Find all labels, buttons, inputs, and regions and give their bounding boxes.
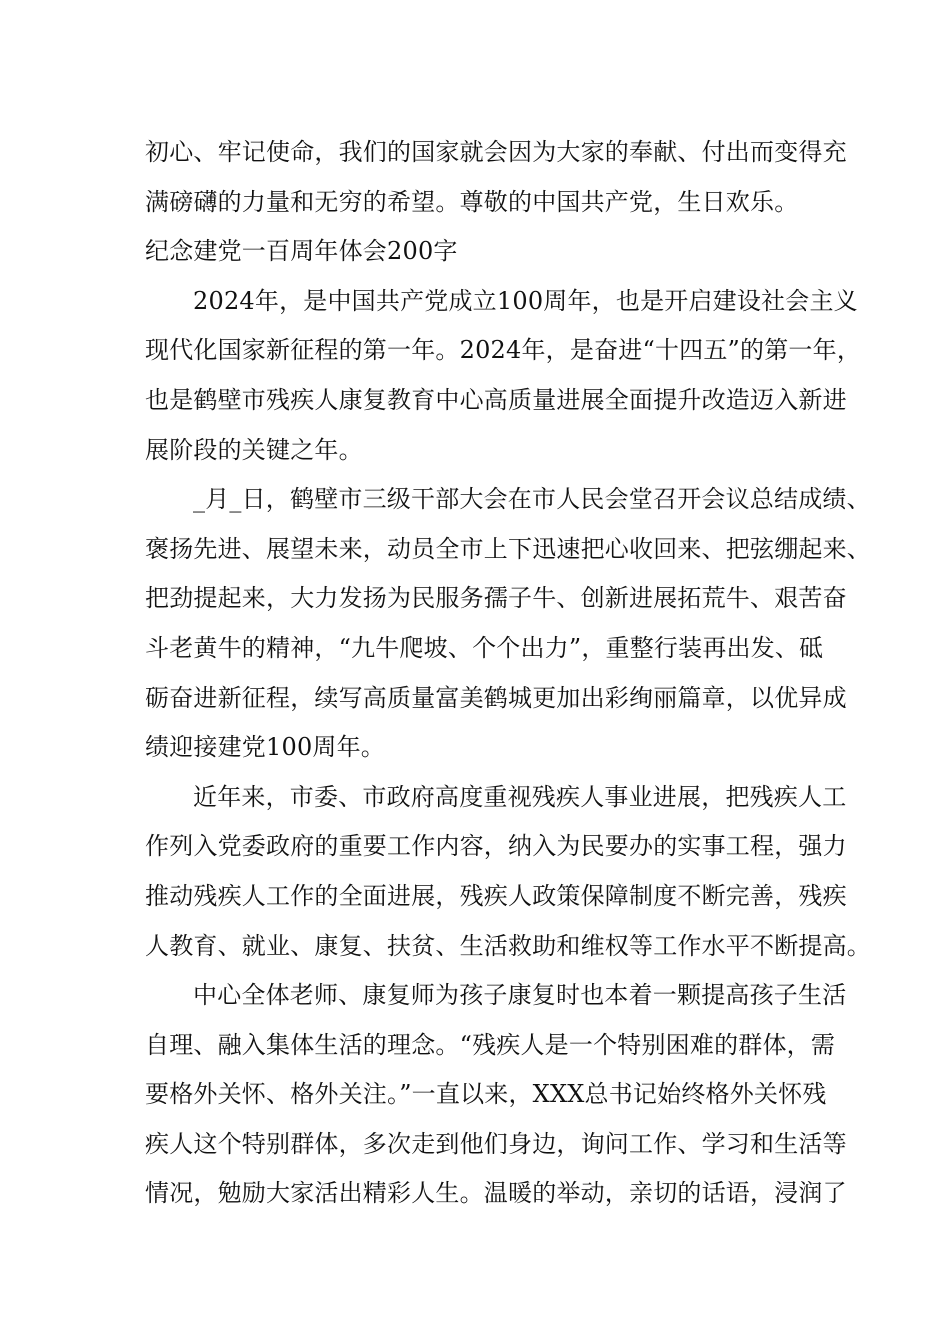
paragraph-first-line: 中心全体老师、康复师为孩子康复时也本着一颗提高孩子生活 <box>193 981 847 1010</box>
text-line: 也是鹤壁市残疾人康复教育中心高质量进展全面提升改造迈入新进 <box>145 385 847 414</box>
text-line: 砺奋进新征程，续写高质量富美鹤城更加出彩绚丽篇章，以优异成 <box>145 683 847 712</box>
document-body <box>145 128 871 1219</box>
text-line: 绩迎接建党100周年。 <box>145 733 386 762</box>
text-line: 斗老黄牛的精神，“九牛爬坡、个个出力”，重整行装再出发、砥 <box>145 633 824 662</box>
text-line: 情况，勉励大家活出精彩人生。温暖的举动，亲切的话语，浸润了 <box>145 1179 847 1208</box>
text-line: 自理、融入集体生活的理念。“残疾人是一个特别困难的群体，需 <box>145 1030 836 1059</box>
text-line: 作列入党委政府的重要工作内容，纳入为民要办的实事工程，强力 <box>145 832 847 861</box>
paragraph-first-line: _月_日，鹤壁市三级干部大会在市人民会堂召开会议总结成绩、 <box>193 485 871 514</box>
text-line: 满磅礴的力量和无穷的希望。尊敬的中国共产党，生日欢乐。 <box>145 187 799 216</box>
text-line: 要格外关怀、格外关注。”一直以来，XXX总书记始终格外关怀残 <box>145 1080 827 1109</box>
text-line: 初心、牢记使命，我们的国家就会因为大家的奉献、付出而变得充 <box>145 138 847 166</box>
text-line: 褒扬先进、展望未来，动员全市上下迅速把心收回来、把弦绷起来、 <box>145 534 871 563</box>
paragraph-first-line: 2024年，是中国共产党成立100周年，也是开启建设社会主义 <box>193 286 858 315</box>
text-line: 把劲提起来，大力发扬为民服务孺子牛、创新进展拓荒牛、艰苦奋 <box>145 584 847 613</box>
section-heading: 纪念建党一百周年体会200字 <box>145 237 458 266</box>
text-line: 人教育、就业、康复、扶贫、生活救助和维权等工作水平不断提高。 <box>145 931 871 960</box>
text-line: 现代化国家新征程的第一年。2024年，是奋进“十四五”的第一年， <box>145 336 862 365</box>
text-line: 疾人这个特别群体，多次走到他们身边，询问工作、学习和生活等 <box>145 1129 847 1158</box>
paragraph-first-line: 近年来，市委、市政府高度重视残疾人事业进展，把残疾人工 <box>193 782 847 811</box>
text-line: 推动残疾人工作的全面进展，残疾人政策保障制度不断完善，残疾 <box>145 881 847 910</box>
text-line: 展阶段的关键之年。 <box>145 435 363 464</box>
